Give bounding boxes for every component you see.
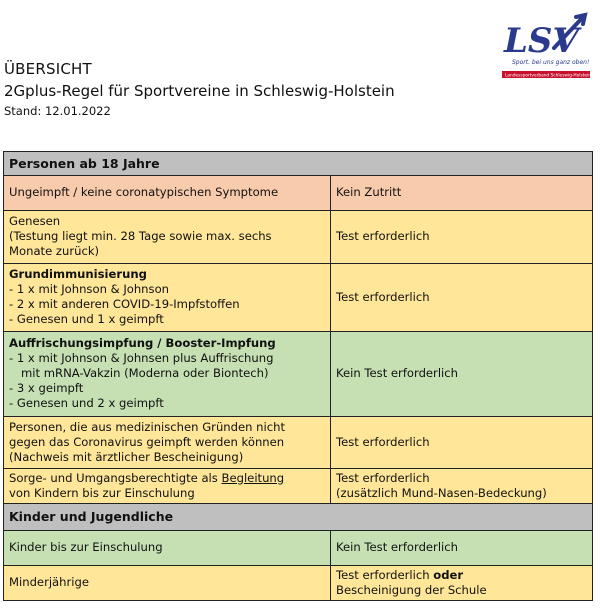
section-adults-row — [4, 152, 593, 176]
row-guardians-line-2: von Kindern bis zur Einschulung — [9, 485, 195, 500]
row-minors-rule — [331, 566, 593, 601]
row-recovered-rule: Test erforderlich — [331, 211, 593, 264]
row-guardians-rule-line-1: Test erforderlich — [336, 470, 430, 485]
row-medical-exemption-line-1: Personen, die aus medizinischen Gründen nicht — [9, 419, 286, 434]
row-minors-label: Minderjährige — [4, 566, 331, 601]
row-basic-immunization-line-1: - 1 x mit Johnson & Johnson — [9, 282, 170, 296]
row-booster-label — [4, 332, 331, 417]
row-minors-rule-or: oder — [433, 567, 464, 582]
row-medical-exemption-line-3: (Nachweis mit ärztlicher Bescheinigung) — [9, 449, 244, 464]
row-booster-line-4: - Genesen und 2 x geimpft — [9, 396, 164, 410]
row-unvaccinated-rule: Kein Zutritt — [331, 176, 593, 211]
row-recovered-line-2: (Testung liegt min. 28 Tage sowie max. sechs — [9, 229, 272, 243]
table-row — [4, 566, 593, 601]
row-minors-rule-line-2: Bescheinigung der Schule — [336, 582, 487, 597]
rules-table — [3, 151, 593, 601]
table-row — [4, 211, 593, 264]
page-title: ÜBERSICHT — [4, 60, 92, 78]
row-guardians-rule — [331, 469, 593, 504]
section-adults-heading: Personen ab 18 Jahre — [4, 152, 593, 176]
row-booster-line-2: mit mRNA-Vakzin (Moderna oder Biontech) — [21, 366, 269, 380]
row-basic-immunization-line-2: - 2 x mit anderen COVID-19-Impfstoffen — [9, 297, 240, 311]
row-recovered-line-3: Monate zurück) — [9, 244, 100, 258]
row-guardians-text: Sorge- und Umgangsberechtigte als — [9, 470, 222, 485]
row-medical-exemption-label — [4, 417, 331, 469]
row-booster-heading: Auffrischungsimpfung / Booster-Impfung — [9, 336, 276, 350]
row-basic-immunization-rule: Test erforderlich — [331, 264, 593, 332]
row-basic-immunization-line-3: - Genesen und 1 x geimpft — [9, 312, 164, 326]
row-medical-exemption-line-2: gegen das Coronavirus geimpft werden können — [9, 434, 285, 449]
table-row — [4, 332, 593, 417]
section-minors-heading: Kinder und Jugendliche — [4, 504, 593, 531]
row-children-rule: Kein Test erforderlich — [331, 531, 593, 566]
row-medical-exemption-rule: Test erforderlich — [331, 417, 593, 469]
status-date: Stand: 12.01.2022 — [4, 104, 111, 118]
row-unvaccinated-label: Ungeimpft / keine coronatypischen Symptome — [4, 176, 331, 211]
row-recovered-label — [4, 211, 331, 264]
table-row — [4, 417, 593, 469]
row-guardians-rule-line-2: (zusätzlich Mund-Nasen-Bedeckung) — [336, 485, 547, 500]
row-booster-line-3: - 3 x geimpft — [9, 381, 84, 395]
row-booster-rule: Kein Test erforderlich — [331, 332, 593, 417]
table-row — [4, 469, 593, 504]
row-minors-rule-line-1 — [336, 568, 587, 583]
row-booster-line-1: - 1 x mit Johnson & Johnsen plus Auffrischung — [9, 351, 274, 365]
logo-tagline: Sport. bei uns ganz oben! — [512, 59, 590, 66]
row-basic-immunization-heading: Grundimmunisierung — [9, 267, 147, 281]
table-row — [4, 176, 593, 211]
row-guardians-line-1 — [9, 471, 325, 486]
row-basic-immunization-label — [4, 264, 331, 332]
row-children-label: Kinder bis zur Einschulung — [4, 531, 331, 566]
lsv-logo — [496, 8, 596, 84]
section-minors-row — [4, 504, 593, 531]
row-recovered-line-1: Genesen — [9, 214, 61, 228]
row-minors-rule-text: Test erforderlich — [336, 567, 434, 582]
logo-subtext: Landessportverband Schleswig-Holstein — [505, 73, 591, 79]
table-row — [4, 531, 593, 566]
page-subtitle: 2Gplus-Regel für Sportvereine in Schleswig-Holstein — [4, 82, 395, 100]
logo-text: LSV — [504, 21, 579, 61]
row-guardians-underlined: Begleitung — [221, 470, 285, 485]
table-row — [4, 264, 593, 332]
row-guardians-label — [4, 469, 331, 504]
